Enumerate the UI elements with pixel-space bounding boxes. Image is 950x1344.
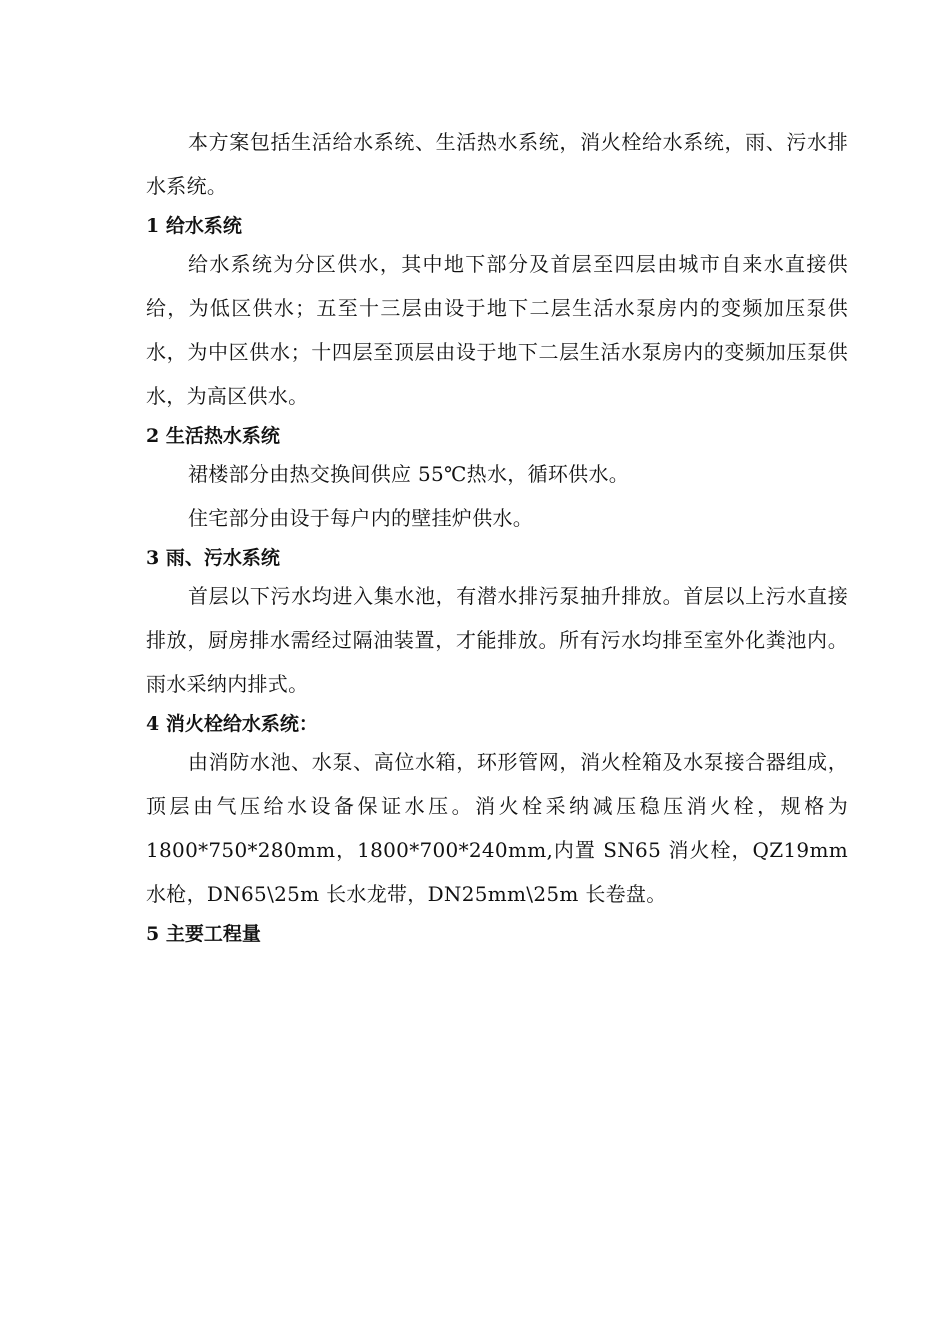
section-paragraph: 给水系统为分区供水，其中地下部分及首层至四层由城市自来水直接供给，为低区供水；五至十三层由设于地下二层生活水泵房内的变频加压泵供水，为中区供水；十四层至顶层由设于地下二层生活水泵房内的变频加压泵供水，为高区供水。 [146,252,848,408]
section-drainage [146,542,848,706]
section-paragraph: 由消防水池、水泵、高位水箱，环形管网，消火栓箱及水泵接合器组成，顶层由气压给水设备保证水压。消火栓采纳减压稳压消火栓，规格为 1800*750*280mm，1800*700*240mm,内置 SN65 消火栓，QZ19mm 水枪，DN65\25m 长水龙带，DN25mm\25m 长卷盘。 [146,750,848,906]
intro-paragraph: 本方案包括生活给水系统、生活热水系统，消火栓给水系统，雨、污水排水系统。 [146,130,848,198]
section-hydrant [146,708,848,916]
section-heading: 3 雨、污水系统 [146,547,280,569]
section-quantities [146,918,848,950]
section-paragraph: 首层以下污水均进入集水池，有潜水排污泵抽升排放。首层以上污水直接排放，厨房排水需经过隔油装置，才能排放。所有污水均排至室外化粪池内。雨水采纳内排式。 [146,584,848,696]
section-heading: 4 消火栓给水系统： [146,713,318,735]
section-heading: 1 给水系统 [146,215,242,237]
section-paragraph: 裙楼部分由热交换间供应 55℃热水，循环供水。 [188,462,630,486]
section-heading: 2 生活热水系统 [146,425,280,447]
section-hot-water [146,420,848,540]
section-water-supply [146,210,848,418]
document-page [146,120,848,950]
section-heading: 5 主要工程量 [146,923,261,945]
section-paragraph: 住宅部分由设于每户内的壁挂炉供水。 [188,506,534,530]
